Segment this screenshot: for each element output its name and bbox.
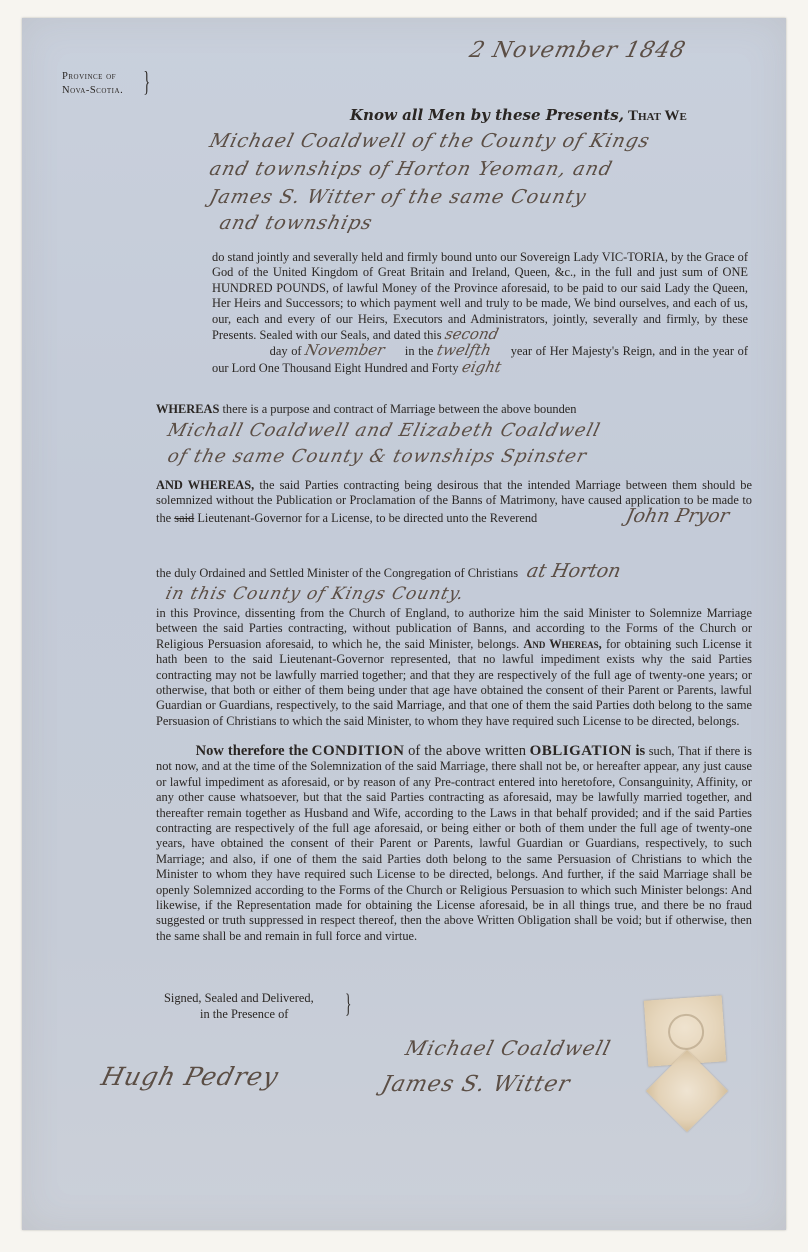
handwritten-date: 2 November 1848 (466, 38, 689, 63)
signature-2: James S. Witter (378, 1072, 573, 1097)
bond-text-d: year of Her Majesty's Reign, and in the year of our Lord One Thousand Eight Hundred and Forty (212, 344, 748, 375)
signing-line1: Signed, Sealed and Delivered, (164, 991, 314, 1005)
fill-reverend: John Pryor (624, 504, 732, 527)
document-sheet (22, 18, 786, 1230)
parties-line3: James S. Witter of the same County (207, 186, 589, 208)
signing-block (164, 990, 314, 1022)
and-whereas-text2: Lieutenant-Governor for a License, to be directed unto the Reverend (197, 510, 538, 525)
condition-lead: Now therefore the (195, 743, 309, 759)
parties-line4: and townships (217, 212, 376, 234)
minister-line1 (156, 560, 752, 582)
whereas-label: WHEREAS (156, 402, 220, 416)
bond-text-b: day of (269, 344, 302, 359)
and-whereas-label: AND WHEREAS, (156, 478, 255, 492)
parties-line1: Michael Coaldwell of the County of Kings (207, 130, 653, 152)
minister-paragraph (156, 606, 752, 729)
fill-year: eight (459, 357, 503, 376)
whereas-hand-line2: of the same County & townships Spinster (165, 446, 590, 467)
witness-signature: Hugh Pedrey (98, 1062, 282, 1091)
fill-place2: in this County of Kings County. (163, 584, 467, 604)
bond-paragraph (212, 250, 748, 376)
and-whereas-text: the said Parties contracting being desirous that the intended Marriage between them should be solemnized without the Publication or Proclamation of the Banns of Matrimony, have caused application to be made to the (156, 478, 752, 525)
intro-blackletter: Know all Men by these Presents, (350, 106, 624, 124)
condition-paragraph (156, 744, 752, 944)
intro-heading (350, 106, 687, 125)
bond-text-c: in the (404, 344, 434, 359)
condition-tail: is (635, 743, 646, 759)
province-line1: Province of (62, 71, 117, 82)
condition-word: CONDITION (311, 743, 405, 759)
fill-month: November (303, 341, 387, 360)
minister-text1: the duly Ordained and Settled Minister of the Congregation of Christians (156, 566, 519, 580)
signature-1: Michael Coaldwell (403, 1036, 614, 1060)
signing-brace: } (345, 989, 352, 1018)
minister-text3: for obtaining such License it hath been to the said Lieutenant-Governor represented, that no lawful impediment exists why the said Parties contracting may not be lawfully married together; and that they are respectively of the full age of twenty-one years; or otherwise, that both or either of them being under that age have obtained the consent of their Parent or Parents, lawful Guardian or Guardians, respectively, to the said Marriage, and that one of them the said Parties doth belong to the same Persuasion of Christians to which the said Minister, to whom they have required such License to be directed, belongs. (156, 636, 752, 728)
signing-line2: in the Presence of (200, 1007, 289, 1021)
minister-and-whereas: And Whereas, (523, 636, 602, 651)
whereas-line (156, 402, 746, 417)
whereas-hand-line1: Michall Coaldwell and Elizabeth Coaldwell (165, 420, 603, 441)
province-label (62, 70, 123, 98)
province-brace: } (143, 67, 151, 98)
fill-year-ordinal: twelfth (435, 341, 493, 360)
bond-text-a: do stand jointly and severally held and firmly bound unto our Sovereign Lady VIC-TORIA, by the Grace of God of the United Kingdom of Great Britain and Ireland, Queen, &c., in the full and just sum of ONE HUNDRED POUNDS, of lawful Money of the Province aforesaid, to be paid to our said Lady the Queen, Her Heirs and Successors; to which payment well and truly to be made, We bind ourselves, and each of us, our, each and every of our Heirs, Executors and Administrators, jointly, severally and firmly, by these Presents. Sealed with our Seals, and dated this (212, 250, 748, 343)
intro-tail: That We (627, 108, 687, 124)
condition-mid: of the above written (408, 743, 526, 759)
obligation-word: OBLIGATION (529, 743, 632, 759)
parties-line2: and townships of Horton Yeoman, and (207, 158, 616, 180)
whereas-text: there is a purpose and contract of Marriage between the above bounden (222, 402, 577, 416)
fill-place1: at Horton (524, 560, 624, 582)
minister-text2: in this Province, dissenting from the Church of England, to authorize him the said Minister to Solemnize Marriage between the said Parties contracting, without publication of Banns, and according to the Forms of the Church or Religious Persuasion aforesaid, to which he, the said Minister, belongs. (156, 606, 752, 651)
province-line2: Nova-Scotia. (62, 85, 124, 96)
struck-word: said (174, 510, 195, 525)
condition-text: such, That if there is not now, and at the time of the Solemnization of the said Marriage, there shall not be, or hereafter appear, any just cause or lawful impediment as aforesaid, or by reason of any Pre-contract entered into heretofore, Consanguinity, Affinity, or any other cause whatsoever, but that the said Parties contracting as aforesaid, may be lawfully married together, and thereafter remain together as Husband and Wife, according to the Laws in that behalf provided; and if the said Parties contracting are respectively of the full age aforesaid, or being either or both of them under the full age of twenty-one years, have obtained the consent of their Parent or Parents, lawful Guardian or Guardians, respectively, to such Marriage; and also, if one of them the said Parties doth belong to the same Persuasion of Christians to which the Minister to whom they have required such License to be directed, belongs. And further, if the said Marriage shall be openly Solemnized according to the Forms of the Church or Religious Persuasion to which such Minister belongs: And likewise, if the Representation made for obtaining the License aforesaid, be in all things true, and there be no fraud suggested or truth suppressed in respect thereof, then the above Written Obligation shall be void; but if otherwise, then the same shall be and remain in full force and virtue. (156, 744, 752, 943)
fill-day: second (442, 325, 500, 344)
and-whereas-paragraph (156, 478, 752, 526)
